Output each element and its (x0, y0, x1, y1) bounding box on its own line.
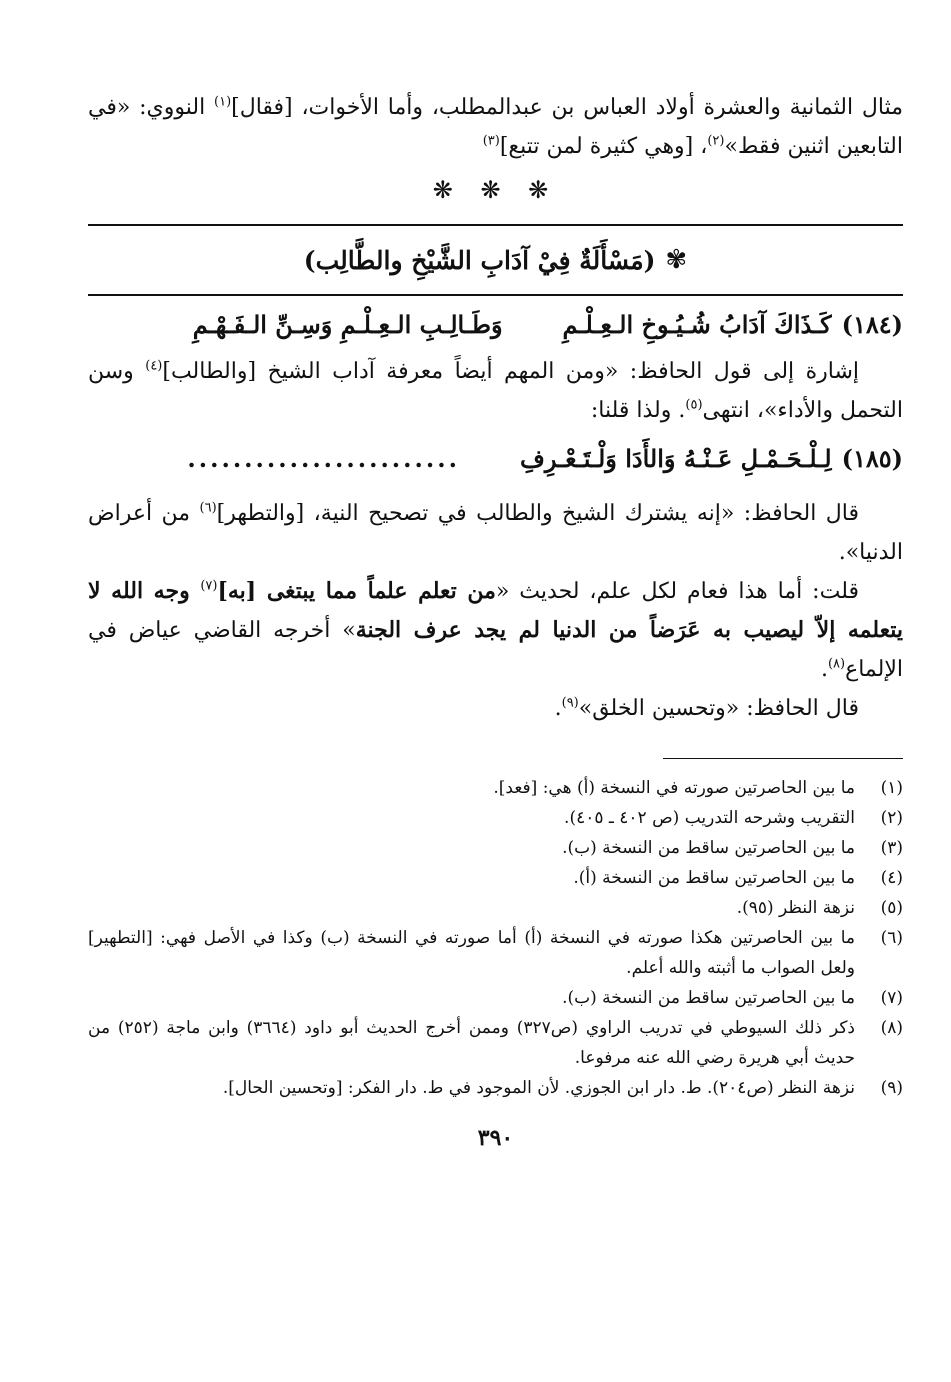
footnote-number: (٣) (880, 838, 903, 858)
palm-ornament-icon: ✾ (665, 245, 688, 275)
footnote-item (88, 893, 903, 923)
footnote-item (88, 833, 903, 863)
footnote-item (88, 923, 903, 983)
footnote-number: (٢) (880, 808, 903, 828)
text-fragment: [فقال] (231, 95, 293, 120)
commentary-paragraph-1 (88, 352, 903, 430)
footnote-separator (663, 758, 903, 759)
hadith-text: من تعلم علماً مما يبتغى [به] (217, 578, 496, 604)
verse-hemistich-2: وَطَـالِـبِ الـعِـلْـمِ وَسِـنِّ الـفَـهْـمِ (192, 309, 503, 339)
commentary-paragraph-3 (88, 572, 903, 689)
footnote-ref-8: (٨) (827, 656, 846, 672)
commentary-paragraph-4 (88, 689, 903, 728)
footnote-text: ما بين الحاصرتين ساقط من النسخة (أ). (573, 868, 855, 888)
page (88, 88, 903, 1151)
footnote-text: ما بين الحاصرتين ساقط من النسخة (ب). (562, 838, 855, 858)
text-fragment: ، [وهي كثيرة لمن تتبع] (499, 134, 708, 159)
footnote-number: (٩) (880, 1078, 903, 1098)
footnote-item (88, 863, 903, 893)
footnote-text: ما بين الحاصرتين هكذا صورته في النسخة (أ) أما صورته في النسخة (ب) وكذا في الأصل فهي: [التطهير] ولعل الصواب ما أثبته والله أعلم. (88, 928, 855, 978)
text-fragment: قال الحافظ: «إنه يشترك الشيخ والطالب في تصحيح النية، [والتطهر] (216, 501, 859, 526)
footnote-item (88, 1013, 903, 1073)
footnote-text: ما بين الحاصرتين صورته في النسخة (أ) هي: [فعد]. (493, 778, 855, 798)
verse-184 (88, 296, 903, 352)
footnote-number: (١) (880, 778, 903, 798)
page-number: ٣٩٠ (477, 1125, 514, 1151)
section-heading-band (88, 224, 903, 296)
footnote-item (88, 983, 903, 1013)
verse-ellipsis: ........................ (187, 443, 460, 473)
footnote-number: (٨) (880, 1018, 903, 1038)
footnote-number: (٤) (880, 868, 903, 888)
text-fragment: من أعراض الدنيا». (88, 501, 903, 565)
footnote-number: (٦) (880, 928, 903, 948)
section-heading: (مَسْأَلَةٌ فِيْ آدَابِ الشَّيْخِ والطَّالِب) (303, 245, 656, 275)
commentary-paragraph-2 (88, 494, 903, 572)
verse-185 (88, 430, 903, 486)
footnote-item (88, 773, 903, 803)
footnote-ref-6: (٦) (199, 500, 217, 516)
text-fragment: » أخرجه القاضي عياض في الإلماع (88, 618, 903, 682)
hadith-text: وجه الله لا يتعلمه إلاّ ليصيب به عَرَضاً من الدنيا لم يجد عرف الجنة (88, 578, 903, 643)
footnote-ref-5: (٥) (685, 397, 703, 413)
section-separator-stars: ❋ ❋ ❋ (432, 176, 559, 204)
text-fragment: قال الحافظ: «وتحسين الخلق» (578, 696, 859, 721)
text-fragment: إشارة إلى قول الحافظ: «ومن المهم أيضاً معرفة آداب الشيخ [والطالب] (162, 359, 859, 384)
footnote-ref-4: (٤) (145, 358, 163, 374)
footnote-ref-2: (٢) (707, 133, 725, 149)
opening-line-1: مثال الثمانية والعشرة أولاد العباس بن عبدالمطلب، وأما الأخوات، (301, 95, 904, 120)
footnote-item (88, 1073, 903, 1103)
text-fragment: . (820, 657, 828, 682)
footnote-number: (٧) (880, 988, 903, 1008)
verse-number: (١٨٥) (841, 443, 903, 473)
footnote-ref-3: (٣) (482, 133, 500, 149)
text-fragment: . (554, 696, 562, 721)
footnote-text: نزهة النظر (٩٥). (736, 898, 855, 918)
footnote-ref-7: (٧) (200, 578, 218, 594)
footnote-number: (٥) (880, 898, 903, 918)
text-fragment: وسن التحمل والأداء»، انتهى (88, 359, 903, 423)
footnote-item (88, 803, 903, 833)
footnote-text: التقريب وشرحه التدريب (ص ٤٠٢ ـ ٤٠٥). (564, 808, 855, 828)
footnote-text: ما بين الحاصرتين ساقط من النسخة (ب). (562, 988, 855, 1008)
verse-hemistich-1: كَـذَاكَ آدَابُ شُـيُـوخِ الـعِـلْـمِ (562, 309, 832, 339)
footnotes (88, 773, 903, 1103)
text-fragment: . ولذا قلنا: (590, 398, 686, 423)
text-fragment: النووي: «في التابعين اثنين فقط» (88, 95, 903, 159)
verse-hemistich-1: لِـلْـحَـمْـلِ عَـنْـهُ وَالأَدَا وَلْـتَـعْـرِفِ (519, 443, 832, 473)
verse-number: (١٨٤) (841, 309, 903, 339)
footnote-ref-1: (١) (214, 94, 232, 110)
footnote-ref-9: (٩) (561, 695, 579, 711)
opening-paragraph (88, 88, 903, 166)
footnote-text: ذكر ذلك السيوطي في تدريب الراوي (ص٣٢٧) وممن أخرج الحديث أبو داود (٣٦٦٤) وابن ماجة (٢٥٢) من حديث أبي هريرة رضي الله عنه مرفوعا. (88, 1018, 855, 1068)
footnote-text: نزهة النظر (ص٢٠٤). ط. دار ابن الجوزي. لأن الموجود في ط. دار الفكر: [وتحسين الحال]. (222, 1078, 855, 1098)
text-fragment: قلت: أما هذا فعام لكل علم، لحديث « (495, 579, 859, 604)
